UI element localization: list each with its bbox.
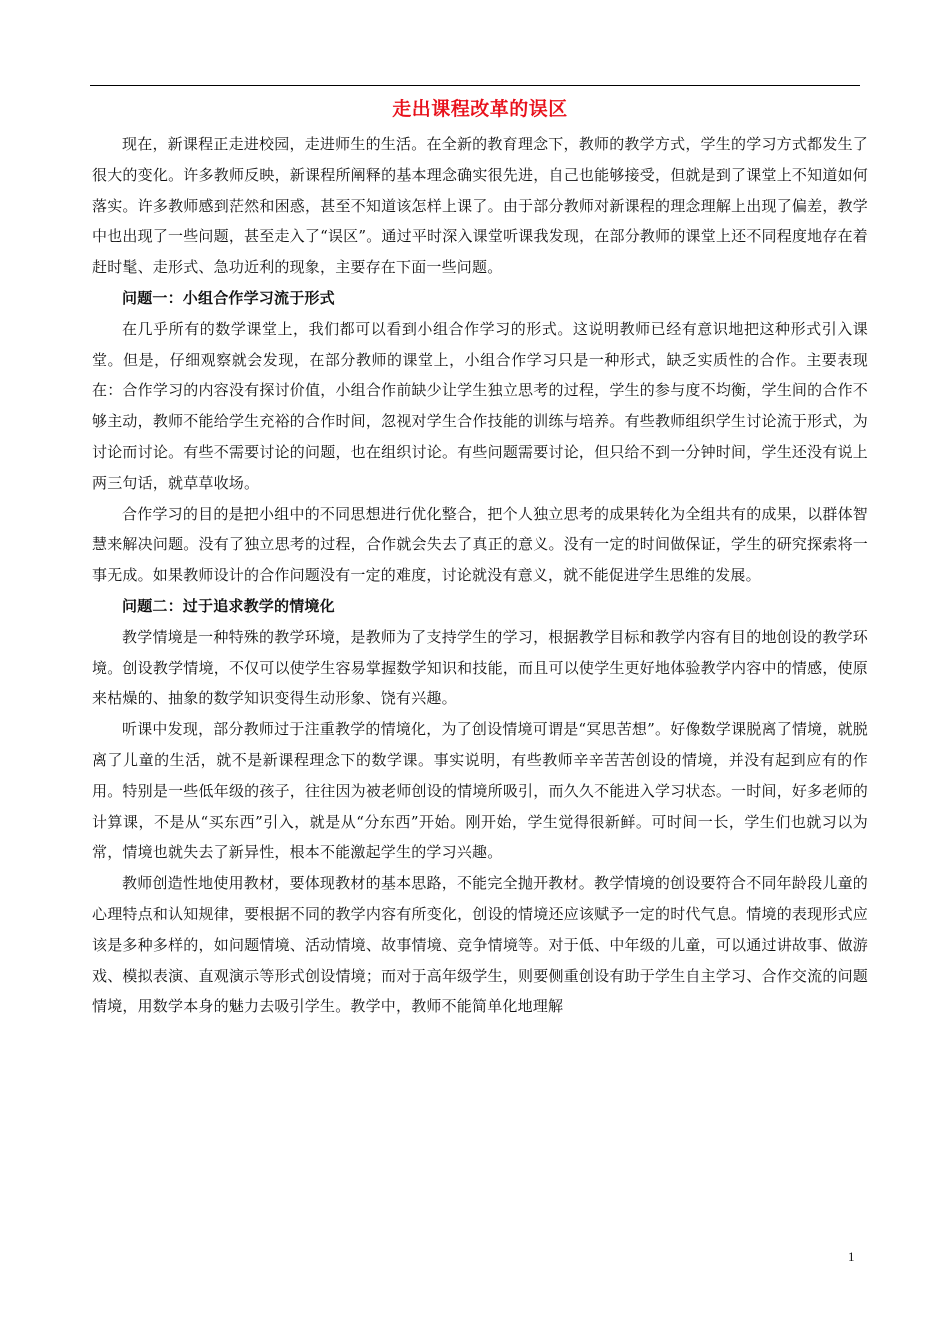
page-number: 1 xyxy=(848,1249,855,1264)
header-rule xyxy=(90,85,860,86)
paragraph: 教师创造性地使用教材，要体现教材的基本思路，不能完全抛开教材。教学情境的创设要符合不同年龄段儿童的心理特点和认知规律，要根据不同的教学内容有所变化，创设的情境还应该赋予一定的时代气息。情境的表现形式应该是多种多样的，如问题情境、活动情境、故事情境、竞争情境等。对于低、中年级的儿童，可以通过讲故事、做游戏、模拟表演、直观演示等形式创设情境；而对于高年级学生，则要侧重创设有助于学生自主学习、合作交流的问题情境，用数学本身的魅力去吸引学生。教学中，教师不能简单化地理解 xyxy=(92,874,868,1016)
document-body xyxy=(92,93,868,1022)
paragraph-intro: 现在，新课程正走进校园，走进师生的生活。在全新的教育理念下，教师的教学方式，学生的学习方式都发生了很大的变化。许多教师反映，新课程所阐释的基本理念确实很先进，自己也能够接受，但就是到了课堂上不知道如何落实。许多教师感到茫然和困惑，甚至不知道该怎样上课了。由于部分教师对新课程的理念理解上出现了偏差，教学中也出现了一些问题，甚至走入了“误区”。通过平时深入课堂听课我发现，在部分教师的课堂上还不同程度地存在着赶时髦、走形式、急功近利的现象，主要存在下面一些问题。 xyxy=(92,135,868,277)
section-heading-problem-one: 问题一：小组合作学习流于形式 xyxy=(122,288,335,307)
paragraph: 听课中发现，部分教师过于注重教学的情境化，为了创设情境可谓是“冥思苦想”。好像数学课脱离了情境，就脱离了儿童的生活，就不是新课程理念下的数学课。事实说明，有些教师辛辛苦苦创设的情境，并没有起到应有的作用。特别是一些低年级的孩子，往往因为被老师创设的情境所吸引，而久久不能进入学习状态。一时间，好多老师的计算课，不是从“买东西”引入，就是从“分东西”开始。刚开始，学生觉得很新鲜。可时间一长，学生们也就习以为常，情境也就失去了新异性，根本不能激起学生的学习兴趣。 xyxy=(92,720,868,862)
paragraph: 在几乎所有的数学课堂上，我们都可以看到小组合作学习的形式。这说明教师已经有意识地把这种形式引入课堂。但是，仔细观察就会发现，在部分教师的课堂上，小组合作学习只是一种形式，缺乏实质性的合作。主要表现在：合作学习的内容没有探讨价值，小组合作前缺少让学生独立思考的过程，学生的参与度不均衡，学生间的合作不够主动，教师不能给学生充裕的合作时间，忽视对学生合作技能的训练与培养。有些教师组织学生讨论流于形式，为讨论而讨论。有些不需要讨论的问题，也在组织讨论。有些问题需要讨论，但只给不到一分钟时间，学生还没有说上两三句话，就草草收场。 xyxy=(92,319,868,492)
section-heading-problem-two: 问题二：过于追求教学的情境化 xyxy=(122,596,335,615)
document-title: 走出课程改革的误区 xyxy=(392,98,568,120)
paragraph: 合作学习的目的是把小组中的不同思想进行优化整合，把个人独立思考的成果转化为全组共有的成果，以群体智慧来解决问题。没有了独立思考的过程，合作就会失去了真正的意义。没有一定的时间做保证，学生的研究探索将一事无成。如果教师设计的合作问题没有一定的难度，讨论就没有意义，就不能促进学生思维的发展。 xyxy=(92,504,868,585)
paragraph: 教学情境是一种特殊的教学环境，是教师为了支持学生的学习，根据教学目标和教学内容有目的地创设的教学环境。创设教学情境，不仅可以使学生容易掌握数学知识和技能，而且可以使学生更好地体验教学内容中的情感，使原来枯燥的、抽象的数学知识变得生动形象、饶有兴趣。 xyxy=(92,627,868,708)
